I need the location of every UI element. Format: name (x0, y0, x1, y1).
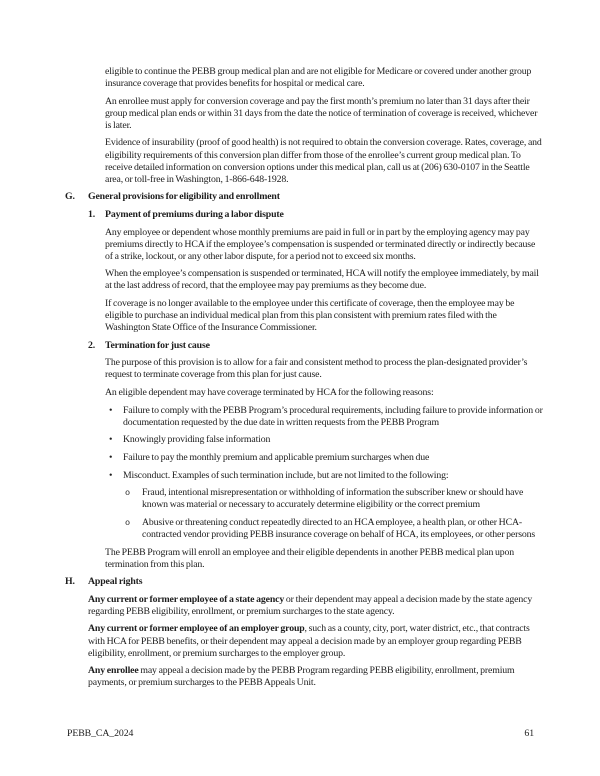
appeal-paragraph (88, 665, 541, 689)
bullet-text: Failure to comply with the PEBB Program’s procedural requirements, including failure to provide information or documentation requested by the due date in written requests from the PEBB Program (123, 404, 543, 428)
sub-bullet-item (125, 517, 543, 541)
section-h-label: H. (65, 576, 75, 588)
bullet-text: Knowingly providing false information (123, 434, 271, 446)
sub-bullet-text: Fraud, intentional misrepresentation or withholding of information the subscriber knew or should have known was material or necessary to accurately determine eligibility or the correct premium (142, 487, 524, 511)
bullet-icon: • (109, 434, 113, 446)
section-g-label: G. (65, 191, 75, 203)
bullet-icon: • (109, 404, 113, 416)
bullet-item (109, 405, 543, 429)
body-paragraph: When the employee’s compensation is suspended or terminated, HCA will notify the employee immediately, by mail at the last address of record, that the employee may pay premiums as they become due. (105, 268, 539, 292)
subsection-2-title: Termination for just cause (105, 339, 210, 351)
appeal-paragraph-lead: Any enrollee (88, 665, 139, 677)
circle-bullet-icon: o (125, 488, 130, 499)
subsection-1-number: 1. (88, 208, 96, 220)
intro-paragraph: eligible to continue the PEBB group medical plan and are not eligible for Medicare or covered under another group insurance coverage that provides benefits for hospital or medical care. (105, 66, 532, 90)
page-footer (67, 728, 534, 739)
section-g-title: General provisions for eligibility and enrollment (88, 191, 280, 203)
circle-bullet-icon: o (125, 517, 130, 528)
closing-paragraph: The PEBB Program will enroll an employee and their eligible dependents in another PEBB medical plan upon termination from this plan. (105, 546, 514, 570)
appeal-paragraph-rest: may appeal a decision made by the PEBB Program regarding PEBB eligibility, enrollment, premium payments, or premium surcharges to the PEBB Appeals Unit. (88, 665, 515, 689)
appeal-paragraph (88, 623, 541, 659)
appeal-paragraph (88, 594, 541, 618)
bullet-item (109, 434, 543, 446)
section-h-heading (65, 576, 543, 588)
subsection-2-heading (88, 340, 543, 352)
appeal-paragraph-rest: , such as a county, city, port, water district, etc., that contracts with HCA for PEBB benefits, or their dependent may appeal a decision made by an employer group regarding PEBB eligibility, enrollment, or premium surcharges to the employer group. (88, 623, 530, 659)
appeal-paragraph-lead: Any current or former employee of an employer group (88, 623, 305, 635)
sub-bullet-item (125, 487, 543, 511)
bullet-icon: • (109, 451, 113, 463)
document-content (65, 66, 543, 695)
appeal-paragraph-rest: or their dependent may appeal a decision made by the state agency regarding PEBB eligibility, enrollment, or premium surcharges to the state agency. (88, 593, 533, 617)
body-paragraph: If coverage is no longer available to the employee under this certificate of coverage, then the employee may be eligible to purchase an individual medical plan from this plan consistent with premium rates filed with the Washington State Office of the Insurance Commissioner. (105, 298, 515, 334)
intro-paragraph: Evidence of insurability (proof of good health) is not required to obtain the conversion coverage. Rates, coverage, and eligibility requirements of this conversion plan differ from those of the enrollee’s current group medical plan. To receive detailed information on conversion options under this medical plan, call us at (206) 630-0107 in the Seattle area, or toll-free in Washington, 1-866-648-1928. (105, 137, 542, 185)
subsection-2-number: 2. (88, 339, 96, 351)
footer-page-number: 61 (524, 728, 534, 739)
body-paragraph: The purpose of this provision is to allow for a fair and consistent method to process the plan-designated provider’s request to terminate coverage from this plan for just cause. (105, 357, 528, 381)
footer-document-id: PEBB_CA_2024 (67, 728, 134, 739)
section-h-title: Appeal rights (88, 576, 143, 588)
intro-paragraph: An enrollee must apply for conversion coverage and pay the first month’s premium no later than 31 days after their group medical plan ends or within 31 days from the date the notice of termination of coverage is received, whichever is later. (105, 95, 538, 131)
body-paragraph: An eligible dependent may have coverage terminated by HCA for the following reasons: (105, 387, 434, 399)
bullet-text: Failure to pay the monthly premium and applicable premium surcharges when due (123, 451, 430, 463)
appeal-paragraph-lead: Any current or former employee of a state agency (88, 593, 285, 605)
bullet-icon: • (109, 469, 113, 481)
bullet-item (109, 470, 543, 482)
subsection-1-heading (88, 209, 543, 221)
bullet-item (109, 452, 543, 464)
body-paragraph: Any employee or dependent whose monthly premiums are paid in full or in part by the employing agency may pay premiums directly to HCA if the employee’s compensation is suspended or terminated directly or indirectly because of a strike, lockout, or any other labor dispute, for a period not to exceed six months. (105, 226, 536, 262)
subsection-1-title: Payment of premiums during a labor dispute (105, 208, 284, 220)
bullet-text: Misconduct. Examples of such termination include, but are not limited to the following: (123, 469, 449, 481)
section-g-heading (65, 191, 543, 203)
sub-bullet-text: Abusive or threatening conduct repeatedly directed to an HCA employee, a health plan, or other HCA-contracted vendor providing PEBB insurance coverage on behalf of HCA, its employees, or other persons (142, 516, 536, 540)
